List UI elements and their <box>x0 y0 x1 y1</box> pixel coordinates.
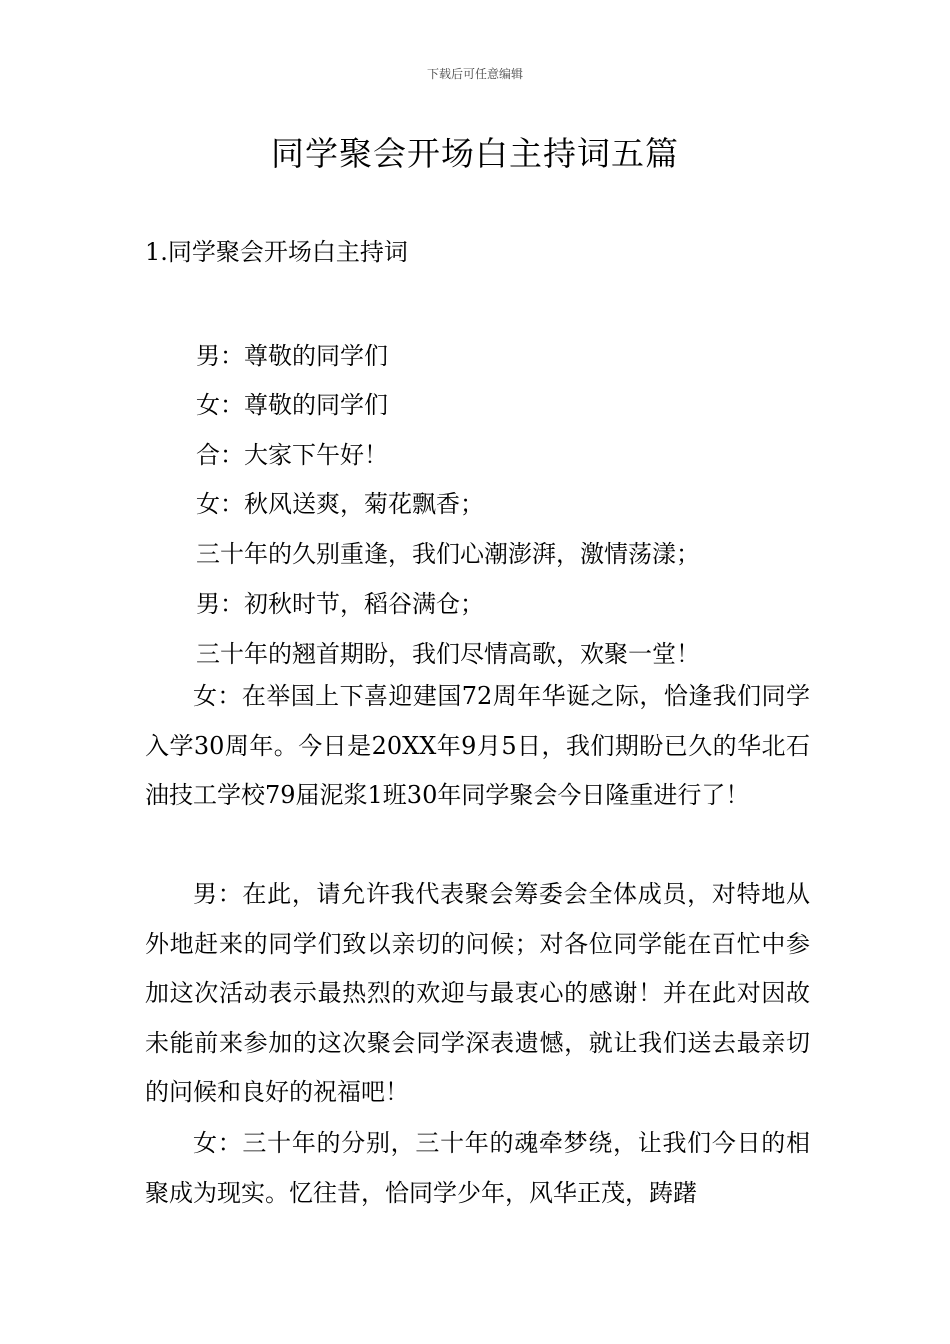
dialogue-line: 男：尊敬的同学们 <box>196 342 388 370</box>
dialogue-line: 三十年的久别重逢，我们心潮澎湃，激情荡漾； <box>196 540 700 568</box>
dialogue-line: 合：大家下午好！ <box>196 441 388 469</box>
body-paragraph: 女：在举国上下喜迎建国72周年华诞之际，恰逢我们同学入学30周年。今日是20XX年9月5日，我们期盼已久的华北石油技工学校79届泥浆1班30年同学聚会今日隆重进行了！ <box>145 682 810 810</box>
body-paragraph: 女：三十年的分别，三十年的魂牵梦绕，让我们今日的相聚成为现实。忆往昔，恰同学少年，风华正茂，踌躇 <box>145 1129 810 1207</box>
document-title: 同学聚会开场白主持词五篇 <box>271 134 679 173</box>
body-paragraph: 男：在此，请允许我代表聚会筹委会全体成员，对特地从外地赶来的同学们致以亲切的问候；对各位同学能在百忙中参加这次活动表示最热烈的欢迎与最衷心的感谢！并在此对因故未能前来参加的这次聚会同学深表遗憾，就让我们送去最亲切的问候和良好的祝福吧！ <box>145 880 810 1107</box>
section-heading: 1.同学聚会开场白主持词 <box>145 238 408 266</box>
dialogue-line: 女：尊敬的同学们 <box>196 391 388 419</box>
dialogue-line: 女：秋风送爽，菊花飘香； <box>196 490 484 518</box>
dialogue-line: 男：初秋时节，稻谷满仓； <box>196 590 484 618</box>
header-note: 下载后可任意编辑 <box>426 67 523 81</box>
dialogue-line: 三十年的翘首期盼，我们尽情高歌，欢聚一堂！ <box>196 640 700 668</box>
